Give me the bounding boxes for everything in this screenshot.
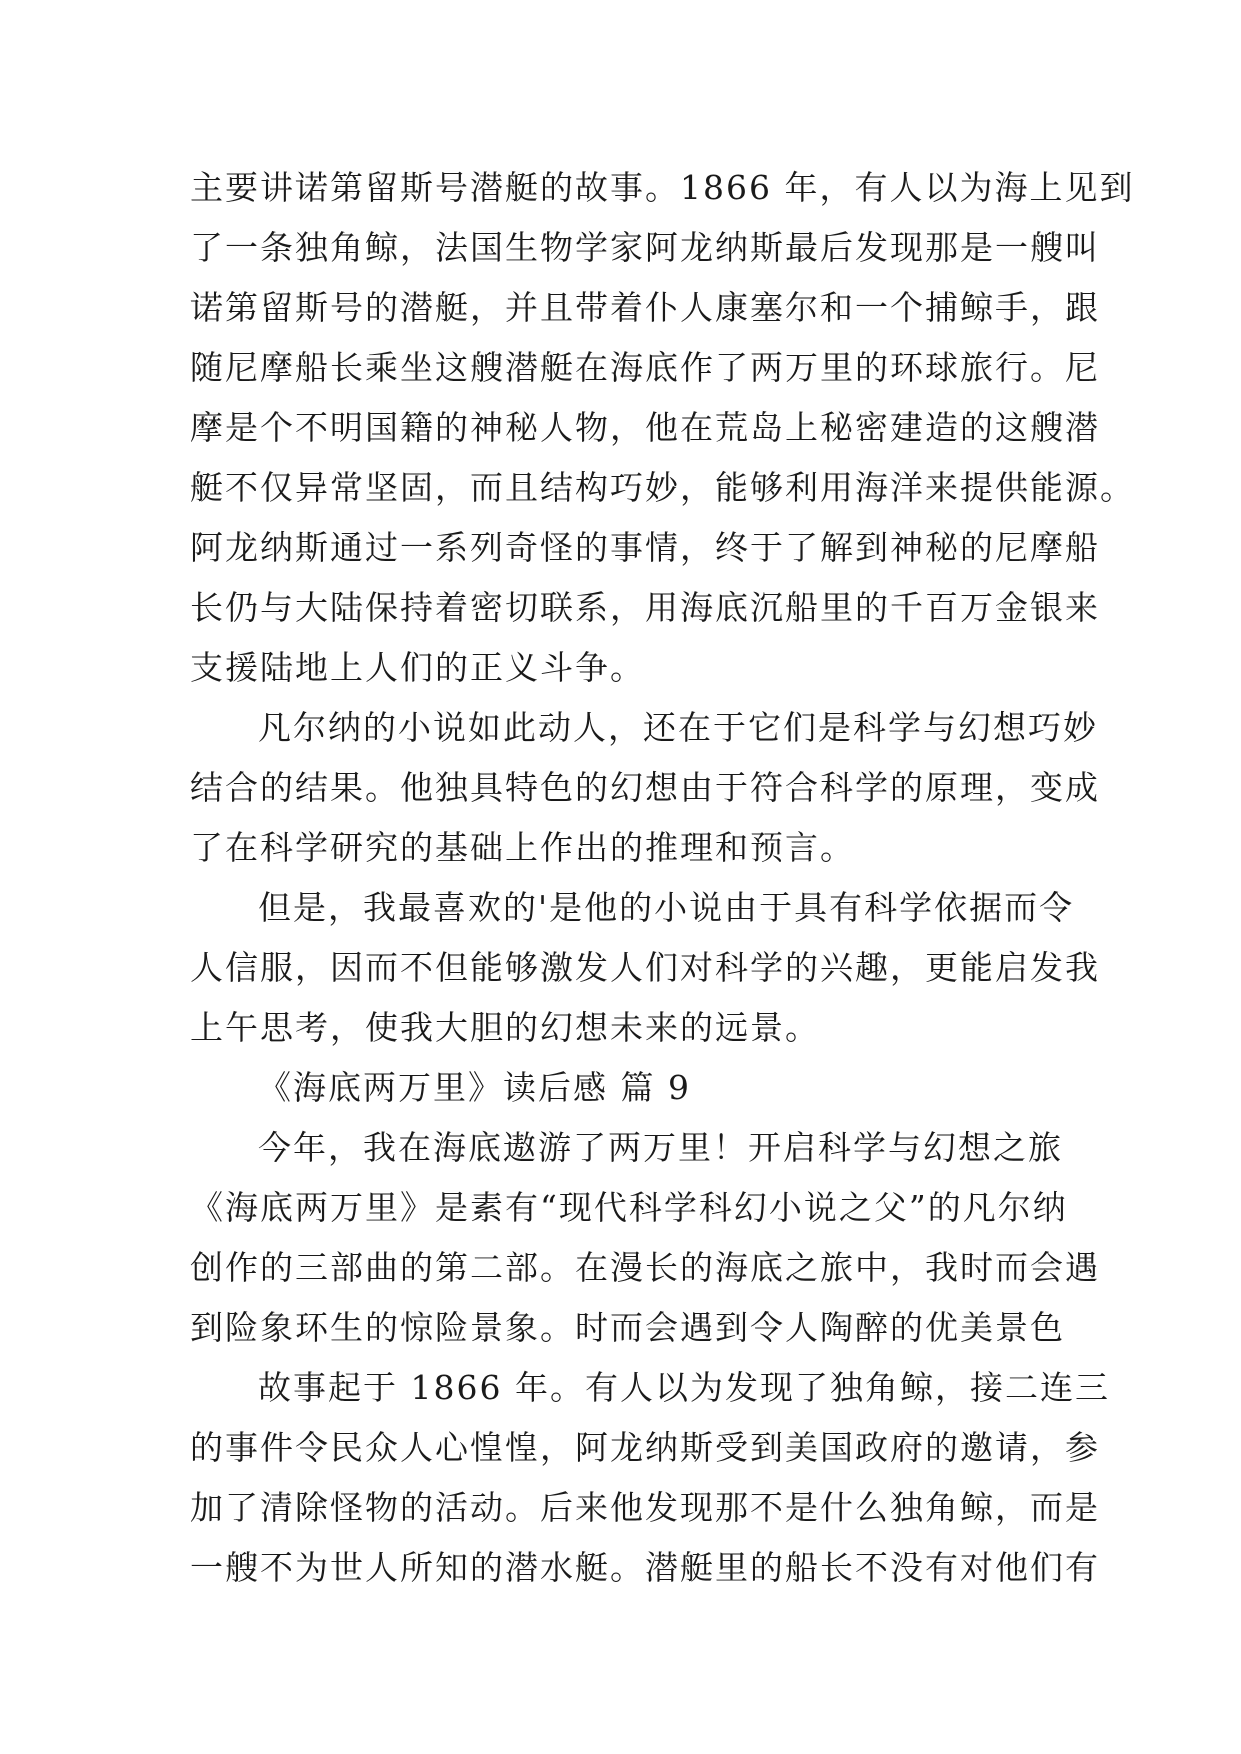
- text-line: 的事件令民众人心惶惶，阿龙纳斯受到美国政府的邀请，参: [190, 1428, 1100, 1467]
- paragraph-start-line: 故事起于 1866 年。有人以为发现了独角鲸，接二连三: [258, 1368, 1110, 1407]
- text-line: 创作的三部曲的第二部。在漫长的海底之旅中，我时而会遇: [190, 1248, 1100, 1287]
- text-line: 阿龙纳斯通过一系列奇怪的事情，终于了解到神秘的尼摩船: [190, 528, 1100, 567]
- text-line: 上午思考，使我大胆的幻想未来的远景。: [190, 1008, 820, 1047]
- text-line: 人信服，因而不但能够激发人们对科学的兴趣，更能启发我: [190, 948, 1100, 987]
- text-line: 艇不仅异常坚固，而且结构巧妙，能够利用海洋来提供能源。: [190, 468, 1135, 507]
- paragraph-start-line: 凡尔纳的小说如此动人，还在于它们是科学与幻想巧妙: [258, 708, 1098, 747]
- text-line: 加了清除怪物的活动。后来他发现那不是什么独角鲸，而是: [190, 1488, 1100, 1527]
- text-line: 了在科学研究的基础上作出的推理和预言。: [190, 828, 855, 867]
- text-line: 支援陆地上人们的正义斗争。: [190, 648, 645, 687]
- paragraph-start-line: 但是，我最喜欢的'是他的小说由于具有科学依据而令: [258, 888, 1075, 927]
- text-line: 主要讲诺第留斯号潜艇的故事。1866 年，有人以为海上见到: [190, 168, 1135, 207]
- text-line: 长仍与大陆保持着密切联系，用海底沉船里的千百万金银来: [190, 588, 1100, 627]
- document-body: [190, 158, 1135, 1598]
- text-line: 一艘不为世人所知的潜水艇。潜艇里的船长不没有对他们有: [190, 1548, 1100, 1587]
- text-line: 结合的结果。他独具特色的幻想由于符合科学的原理，变成: [190, 768, 1100, 807]
- text-line: 了一条独角鲸，法国生物学家阿龙纳斯最后发现那是一艘叫: [190, 228, 1100, 267]
- text-line: 诺第留斯号的潜艇，并且带着仆人康塞尔和一个捕鲸手，跟: [190, 288, 1100, 327]
- text-line: 《海底两万里》是素有“现代科学科幻小说之父”的凡尔纳: [190, 1188, 1068, 1227]
- section-heading: 《海底两万里》读后感 篇 9: [258, 1068, 691, 1107]
- paragraph-start-line: 今年，我在海底遨游了两万里！开启科学与幻想之旅: [258, 1128, 1063, 1167]
- text-line: 摩是个不明国籍的神秘人物，他在荒岛上秘密建造的这艘潜: [190, 408, 1100, 447]
- text-line: 到险象环生的惊险景象。时而会遇到令人陶醉的优美景色: [190, 1308, 1065, 1347]
- text-line: 随尼摩船长乘坐这艘潜艇在海底作了两万里的环球旅行。尼: [190, 348, 1100, 387]
